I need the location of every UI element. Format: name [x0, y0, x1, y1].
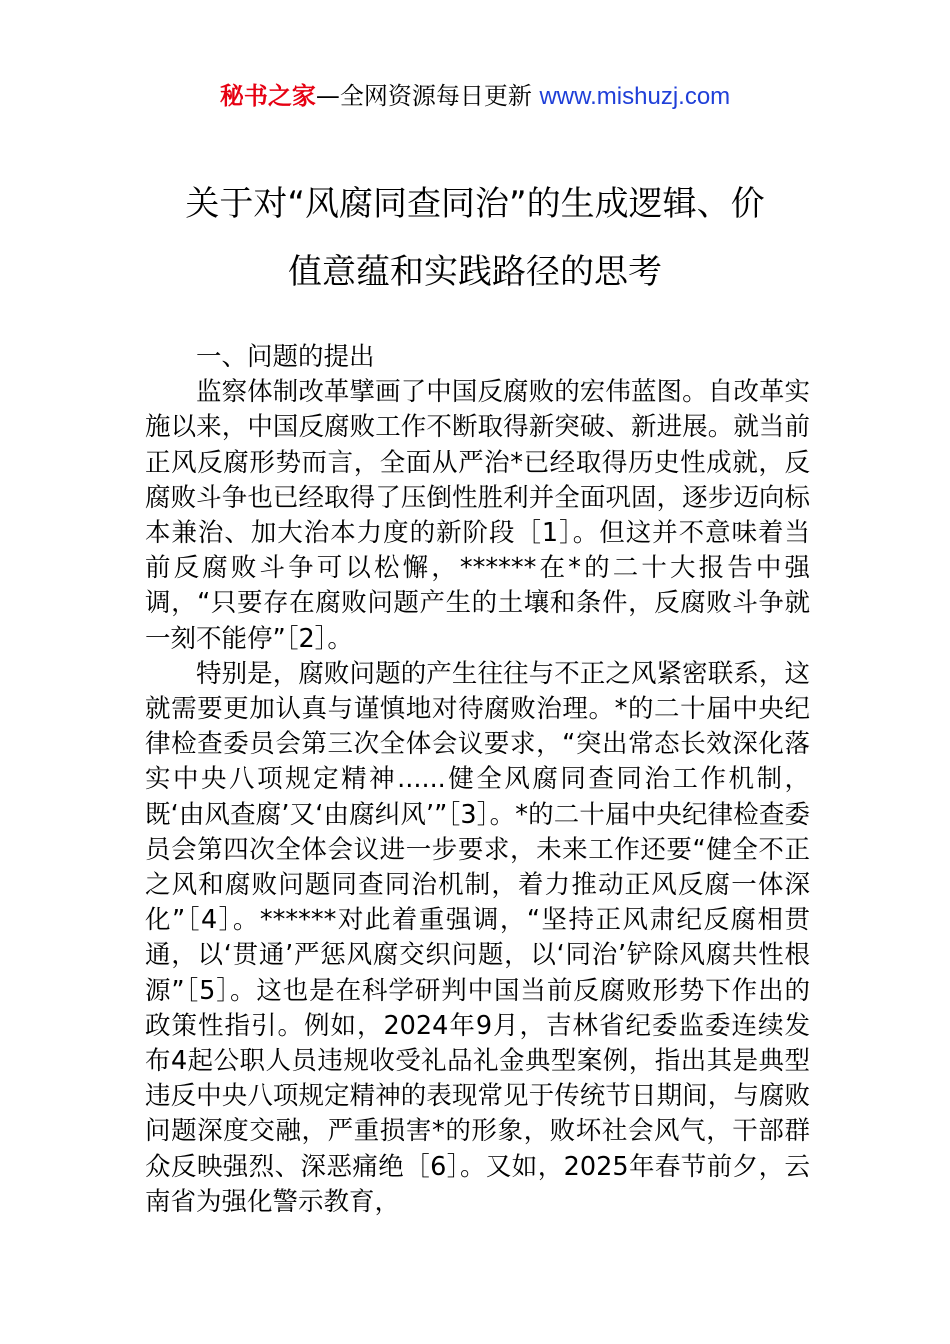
- section-heading: 一、问题的提出: [196, 342, 375, 372]
- paragraph: 监察体制改革擘画了中国反腐败的宏伟蓝图。自改革实施以来，中国反腐败工作不断取得新突破、新进展。就当前正风反腐形势而言，全面从严治*已经取得历史性成就，反腐败斗争也已经取得了压倒性胜利并全面巩固，逐步迈向标本兼治、加大治本力度的新阶段［1］。但这并不意味着当前反腐败斗争可以松懈，******在*的二十大报告中强调，“只要存在腐败问题产生的土壤和条件，反腐败斗争就一刻不能停”［2］。: [145, 377, 810, 654]
- paragraph: 特别是，腐败问题的产生往往与不正之风紧密联系，这就需要更加认真与谨慎地对待腐败治理。*的二十届中央纪律检查委员会第三次全体会议要求，“突出常态长效深化落实中央八项规定精神......健全风腐同查同治工作机制，既‘由风查腐’又‘由腐纠风’”［3］。*的二十届中央纪律检查委员会第四次全体会议进一步要求，未来工作还要“健全不正之风和腐败问题同查同治机制，着力推动正风反腐一体深化”［4］。******对此着重强调，“坚持正风肃纪反腐相贯通，以‘贯通’严惩风腐交织问题，以‘同治’铲除风腐共性根源”［5］。这也是在科学研判中国当前反腐败形势下作出的政策性指引。例如，2024年9月，吉林省纪委监委连续发布4起公职人员违规收受礼品礼金典型案例，指出其是典型违反中央八项规定精神的表现常见于传统节日期间，与腐败问题深度交融，严重损害*的形象，败坏社会风气，干部群众反映强烈、深恶痛绝［6］。又如，2025年春节前夕，云南省为强化警示教育，: [145, 658, 810, 1217]
- header-tagline: —全网资源每日更新: [315, 82, 532, 110]
- site-header: [0, 80, 950, 113]
- title-line-2: 值意蕴和实践路径的思考: [288, 252, 662, 292]
- document-body: [145, 340, 810, 1220]
- title-line-1: 关于对“风腐同查同治”的生成逻辑、价: [185, 184, 765, 224]
- document-title: [140, 170, 810, 306]
- brand-name: 秘书之家: [219, 82, 316, 110]
- site-url-link[interactable]: www.mishuzj.com: [539, 83, 731, 110]
